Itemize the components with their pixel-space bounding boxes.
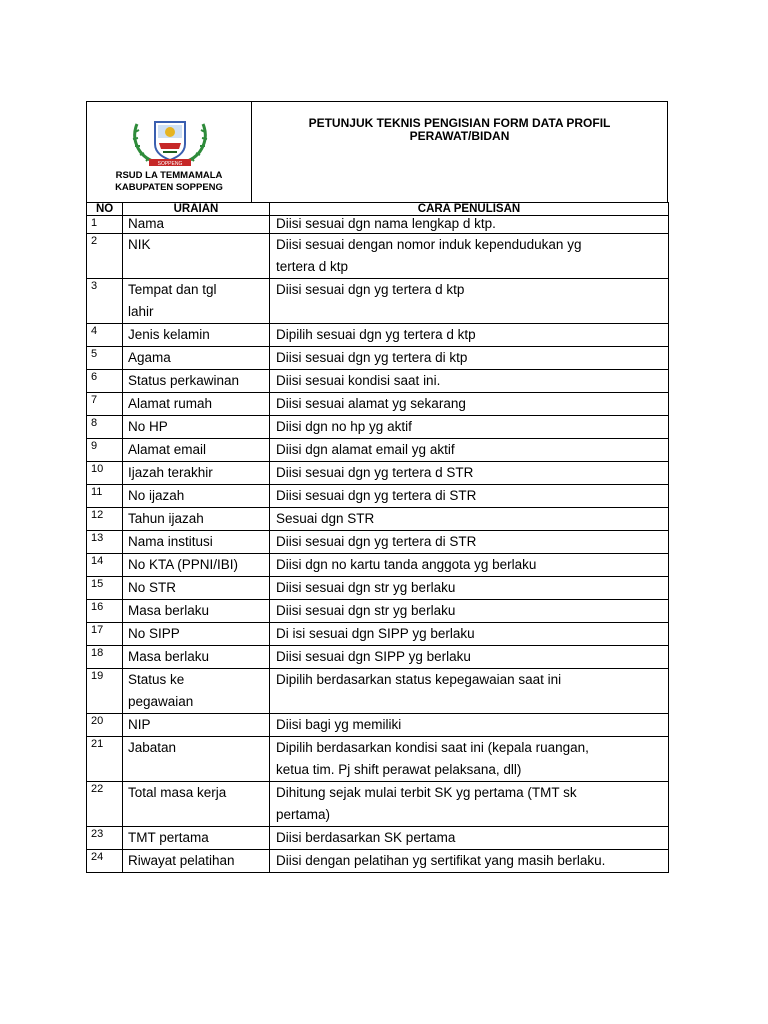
cara-line: pertama) bbox=[276, 807, 331, 822]
row-number: 6 bbox=[87, 370, 123, 393]
row-cara-penulisan bbox=[270, 324, 669, 347]
row-cara-penulisan bbox=[270, 216, 669, 234]
document bbox=[86, 101, 668, 873]
cara-line: Diisi sesuai dgn yg tertera d ktp bbox=[276, 282, 465, 297]
column-header-no: NO bbox=[87, 203, 123, 216]
row-cara-penulisan bbox=[270, 623, 669, 646]
hospital-name-line2: KABUPATEN SOPPENG bbox=[115, 181, 223, 193]
cara-line: Diisi dgn alamat email yg aktif bbox=[276, 442, 455, 457]
row-number: 14 bbox=[87, 554, 123, 577]
cara-line: Diisi dgn no hp yg aktif bbox=[276, 419, 412, 434]
table-row bbox=[87, 827, 669, 850]
table-row bbox=[87, 669, 669, 714]
row-number: 2 bbox=[87, 234, 123, 279]
table-row bbox=[87, 531, 669, 554]
row-uraian bbox=[123, 600, 270, 623]
cara-line: Diisi sesuai dgn yg tertera di STR bbox=[276, 488, 477, 503]
form-header bbox=[86, 101, 668, 202]
uraian-line: Alamat rumah bbox=[128, 396, 213, 411]
row-uraian bbox=[123, 393, 270, 416]
uraian-line: Jabatan bbox=[128, 740, 177, 755]
row-cara-penulisan bbox=[270, 714, 669, 737]
row-uraian bbox=[123, 347, 270, 370]
cara-line: Diisi sesuai kondisi saat ini. bbox=[276, 373, 441, 388]
uraian-line: No STR bbox=[128, 580, 177, 595]
row-number: 4 bbox=[87, 324, 123, 347]
row-number: 7 bbox=[87, 393, 123, 416]
uraian-line: NIK bbox=[128, 237, 151, 252]
cara-line: Sesuai dgn STR bbox=[276, 511, 375, 526]
row-uraian bbox=[123, 737, 270, 782]
row-number: 13 bbox=[87, 531, 123, 554]
row-uraian bbox=[123, 577, 270, 600]
hospital-block bbox=[87, 102, 252, 202]
row-cara-penulisan bbox=[270, 416, 669, 439]
table-row bbox=[87, 462, 669, 485]
row-number: 16 bbox=[87, 600, 123, 623]
cara-line: Dipilih berdasarkan kondisi saat ini (kepala ruangan, bbox=[276, 740, 589, 755]
uraian-line: Jenis kelamin bbox=[128, 327, 210, 342]
table-header-row bbox=[87, 203, 669, 216]
table-row bbox=[87, 216, 669, 234]
hospital-name-line1: RSUD LA TEMMAMALA bbox=[115, 170, 223, 181]
row-uraian bbox=[123, 324, 270, 347]
cara-line: Dipilih berdasarkan status kepegawaian saat ini bbox=[276, 672, 562, 687]
table-row bbox=[87, 646, 669, 669]
uraian-line: Nama bbox=[128, 216, 165, 231]
table-row bbox=[87, 623, 669, 646]
table-row bbox=[87, 439, 669, 462]
table-row bbox=[87, 279, 669, 324]
uraian-line: TMT pertama bbox=[128, 830, 209, 845]
cara-line: Diisi sesuai dgn yg tertera di STR bbox=[276, 534, 477, 549]
row-number: 1 bbox=[87, 216, 123, 234]
table-row bbox=[87, 393, 669, 416]
row-cara-penulisan bbox=[270, 439, 669, 462]
row-uraian bbox=[123, 714, 270, 737]
row-uraian bbox=[123, 646, 270, 669]
table-body bbox=[87, 216, 669, 873]
uraian-line: Tempat dan tgl bbox=[128, 282, 217, 297]
cara-line: Diisi sesuai dgn str yg berlaku bbox=[276, 580, 456, 595]
row-cara-penulisan bbox=[270, 669, 669, 714]
row-cara-penulisan bbox=[270, 234, 669, 279]
uraian-line: Tahun ijazah bbox=[128, 511, 204, 526]
table-row bbox=[87, 324, 669, 347]
row-uraian bbox=[123, 508, 270, 531]
row-number: 17 bbox=[87, 623, 123, 646]
cara-line: Diisi sesuai dgn nama lengkap d ktp. bbox=[276, 216, 496, 231]
row-cara-penulisan bbox=[270, 347, 669, 370]
row-number: 5 bbox=[87, 347, 123, 370]
row-cara-penulisan bbox=[270, 646, 669, 669]
row-uraian bbox=[123, 531, 270, 554]
column-header-uraian: URAIAN bbox=[123, 203, 270, 216]
table-row bbox=[87, 416, 669, 439]
row-uraian bbox=[123, 623, 270, 646]
row-number: 18 bbox=[87, 646, 123, 669]
table-row bbox=[87, 782, 669, 827]
document-title-line1: PETUNJUK TEKNIS PENGISIAN FORM DATA PROFIL bbox=[308, 116, 611, 130]
cara-line: Diisi sesuai dgn yg tertera d STR bbox=[276, 465, 474, 480]
table-row bbox=[87, 554, 669, 577]
cara-line: Diisi sesuai dgn yg tertera di ktp bbox=[276, 350, 468, 365]
table-row bbox=[87, 485, 669, 508]
cara-line: tertera d ktp bbox=[276, 259, 349, 274]
hospital-name bbox=[87, 170, 251, 193]
cara-line: Dihitung sejak mulai terbit SK yg pertama (TMT sk bbox=[276, 785, 577, 800]
row-cara-penulisan bbox=[270, 600, 669, 623]
uraian-line: lahir bbox=[128, 304, 154, 319]
row-uraian bbox=[123, 827, 270, 850]
cara-line: ketua tim. Pj shift perawat pelaksana, dll) bbox=[276, 762, 522, 777]
row-number: 9 bbox=[87, 439, 123, 462]
logo-text: SOPPENG bbox=[157, 161, 183, 167]
table-row bbox=[87, 577, 669, 600]
row-number: 8 bbox=[87, 416, 123, 439]
uraian-line: pegawaian bbox=[128, 694, 194, 709]
uraian-line: Status ke bbox=[128, 672, 185, 687]
uraian-line: Total masa kerja bbox=[128, 785, 227, 800]
row-cara-penulisan bbox=[270, 531, 669, 554]
document-title-line2: PERAWAT/BIDAN bbox=[409, 129, 510, 143]
uraian-line: No ijazah bbox=[128, 488, 185, 503]
uraian-line: Masa berlaku bbox=[128, 603, 210, 618]
cara-line: Diisi sesuai dengan nomor induk kependudukan yg bbox=[276, 237, 582, 252]
row-uraian bbox=[123, 216, 270, 234]
row-uraian bbox=[123, 669, 270, 714]
row-number: 24 bbox=[87, 850, 123, 873]
cara-line: Dipilih sesuai dgn yg tertera d ktp bbox=[276, 327, 476, 342]
row-cara-penulisan bbox=[270, 508, 669, 531]
row-number: 11 bbox=[87, 485, 123, 508]
uraian-line: No KTA (PPNI/IBI) bbox=[128, 557, 239, 572]
uraian-line: Alamat email bbox=[128, 442, 207, 457]
row-uraian bbox=[123, 554, 270, 577]
uraian-line: Masa berlaku bbox=[128, 649, 210, 664]
cara-line: Diisi sesuai dgn str yg berlaku bbox=[276, 603, 456, 618]
table-row bbox=[87, 600, 669, 623]
table-row bbox=[87, 714, 669, 737]
table-row bbox=[87, 234, 669, 279]
row-cara-penulisan bbox=[270, 850, 669, 873]
column-header-cara-penulisan: CARA PENULISAN bbox=[270, 203, 669, 216]
row-number: 21 bbox=[87, 737, 123, 782]
row-cara-penulisan bbox=[270, 782, 669, 827]
uraian-line: Agama bbox=[128, 350, 171, 365]
row-uraian bbox=[123, 234, 270, 279]
row-cara-penulisan bbox=[270, 737, 669, 782]
uraian-line: Riwayat pelatihan bbox=[128, 853, 235, 868]
table-row bbox=[87, 347, 669, 370]
row-number: 20 bbox=[87, 714, 123, 737]
row-cara-penulisan bbox=[270, 577, 669, 600]
row-cara-penulisan bbox=[270, 279, 669, 324]
row-cara-penulisan bbox=[270, 393, 669, 416]
row-uraian bbox=[123, 850, 270, 873]
table-row bbox=[87, 508, 669, 531]
cara-line: Di isi sesuai dgn SIPP yg berlaku bbox=[276, 626, 475, 641]
row-uraian bbox=[123, 439, 270, 462]
row-uraian bbox=[123, 485, 270, 508]
uraian-line: Status perkawinan bbox=[128, 373, 240, 388]
document-title bbox=[252, 102, 667, 202]
uraian-line: No HP bbox=[128, 419, 168, 434]
table-row bbox=[87, 850, 669, 873]
row-uraian bbox=[123, 279, 270, 324]
row-cara-penulisan bbox=[270, 462, 669, 485]
row-uraian bbox=[123, 370, 270, 393]
cara-line: Diisi bagi yg memiliki bbox=[276, 717, 402, 732]
hospital-emblem-icon bbox=[129, 116, 211, 168]
uraian-line: NIP bbox=[128, 717, 151, 732]
row-cara-penulisan bbox=[270, 370, 669, 393]
cara-line: Diisi dengan pelatihan yg sertifikat yang masih berlaku. bbox=[276, 853, 606, 868]
row-number: 10 bbox=[87, 462, 123, 485]
uraian-line: No SIPP bbox=[128, 626, 180, 641]
row-uraian bbox=[123, 462, 270, 485]
uraian-line: Ijazah terakhir bbox=[128, 465, 213, 480]
row-number: 15 bbox=[87, 577, 123, 600]
row-cara-penulisan bbox=[270, 827, 669, 850]
row-number: 19 bbox=[87, 669, 123, 714]
cara-line: Diisi berdasarkan SK pertama bbox=[276, 830, 456, 845]
row-number: 22 bbox=[87, 782, 123, 827]
row-cara-penulisan bbox=[270, 485, 669, 508]
cara-line: Diisi dgn no kartu tanda anggota yg berlaku bbox=[276, 557, 537, 572]
row-number: 23 bbox=[87, 827, 123, 850]
uraian-line: Nama institusi bbox=[128, 534, 213, 549]
cara-line: Diisi sesuai dgn SIPP yg berlaku bbox=[276, 649, 471, 664]
instruction-table bbox=[86, 202, 669, 873]
row-number: 3 bbox=[87, 279, 123, 324]
row-cara-penulisan bbox=[270, 554, 669, 577]
row-uraian bbox=[123, 416, 270, 439]
table-row bbox=[87, 737, 669, 782]
row-number: 12 bbox=[87, 508, 123, 531]
table-row bbox=[87, 370, 669, 393]
row-uraian bbox=[123, 782, 270, 827]
cara-line: Diisi sesuai alamat yg sekarang bbox=[276, 396, 466, 411]
